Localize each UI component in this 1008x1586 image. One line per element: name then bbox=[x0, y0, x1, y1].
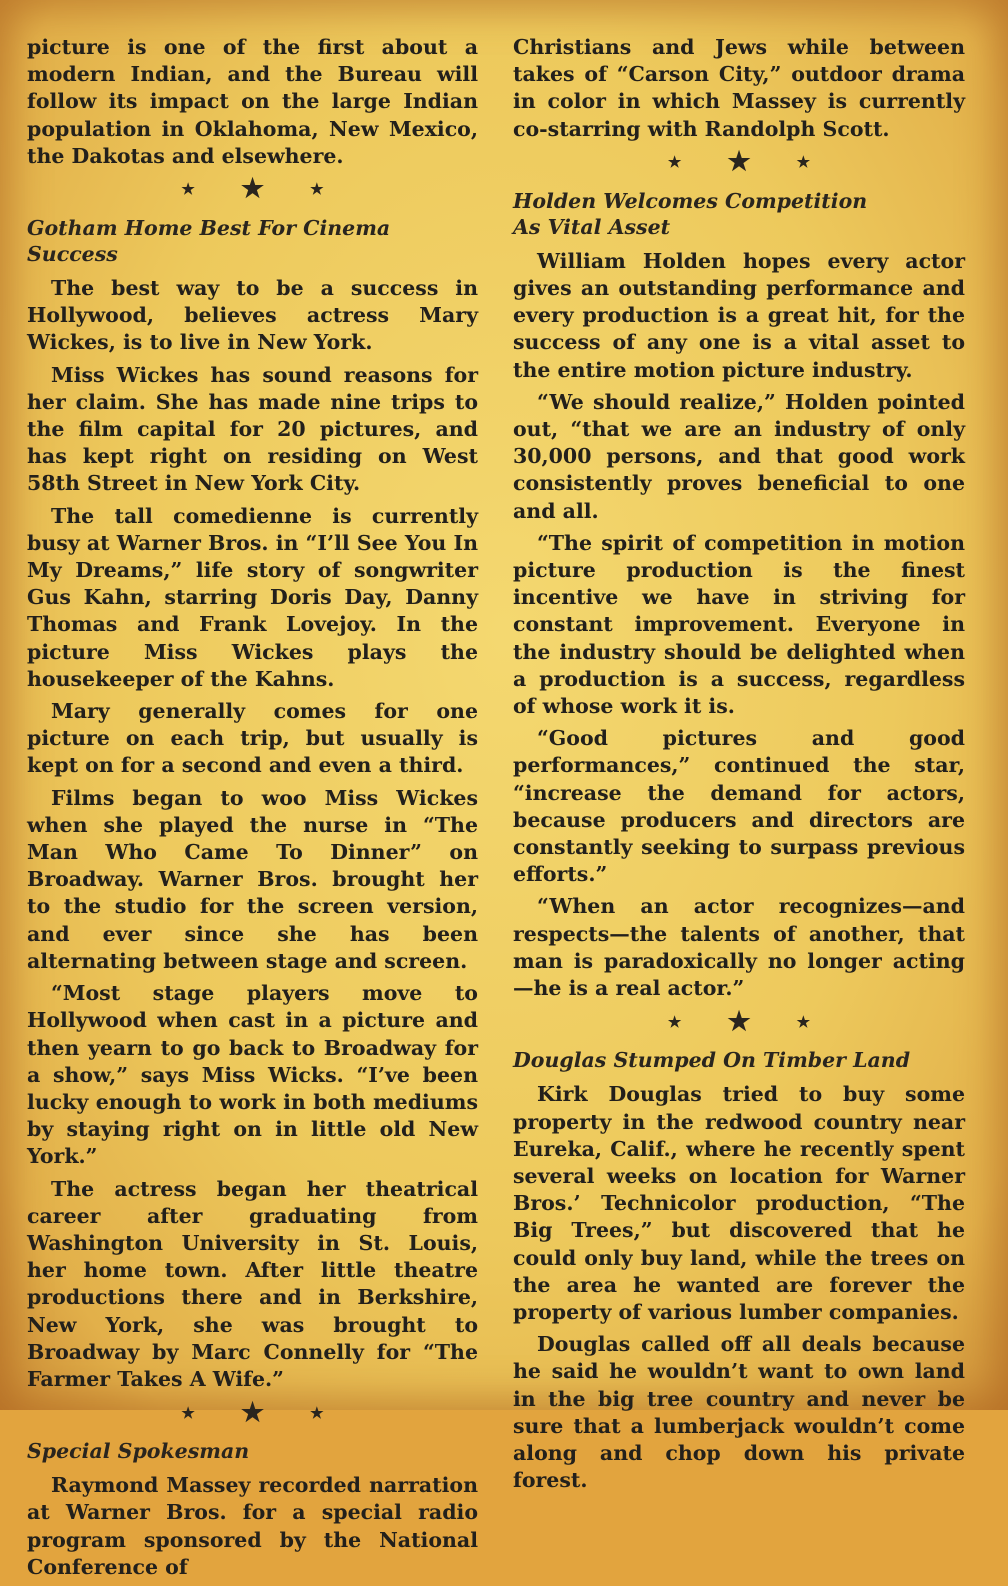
article-paragraph: Douglas called off all deals because he said he wouldn’t want to own land in the big tree country and never be sure that a lumberjack wouldn’t come along and chop down his private forest. bbox=[513, 1332, 965, 1493]
small-star-icon: ★ bbox=[796, 153, 811, 172]
article-paragraph: William Holden hopes every actor gives an outstanding performance and every production is a great hit, for the success of any one is a vital asset to the entire motion picture industry. bbox=[513, 248, 965, 382]
small-star-icon: ★ bbox=[667, 1012, 682, 1031]
article-paragraph: Films began to woo Miss Wickes when she played the nurse in “The Man Who Came To Dinner” on Broadway. Warner Bros. brought her to the studio for the screen version, and ever since she has been alternating between stage and screen. bbox=[27, 785, 478, 973]
small-star-icon: ★ bbox=[310, 1403, 324, 1422]
article-paragraph: Raymond Massey recorded narration at Warner Bros. for a special radio program sponsored by the National Conference of bbox=[27, 1473, 478, 1579]
article-paragraph: The tall comedienne is currently busy at Warner Bros. in “I’ll See You In My Dreams,” life story of songwriter Gus Kahn, starring Doris Day, Danny Thomas and Frank Lovejoy. In the picture Miss Wickes plays the housekeeper of the Kahns. bbox=[27, 503, 478, 691]
article-paragraph: “Most stage players move to Hollywood when cast in a picture and then yearn to go back to Broadway for a show,” says Miss Wicks. “I’ve been lucky enough to work in both mediums by staying right on in little old New York.” bbox=[27, 981, 478, 1169]
right-column bbox=[513, 34, 965, 1499]
article-paragraph: The actress began her theatrical career after graduating from Washington University in St. Louis, her home town. After little theatre productions there and in Berkshire, New York, she was brought to Broadway by Marc Connelly for “The Farmer Takes A Wife.” bbox=[27, 1176, 478, 1391]
article-paragraph: Miss Wickes has sound reasons for her claim. She has made nine trips to the film capital for 20 pictures, and has kept right on residing on West 58th Street in New York City. bbox=[27, 362, 478, 496]
article-headline: Special Spokesman bbox=[27, 1439, 250, 1464]
article-paragraph: “We should realize,” Holden pointed out, “that we are an industry of only 30,000 persons, and that good work consistently proves beneficial to one and all. bbox=[513, 389, 965, 523]
star-separator bbox=[27, 1398, 478, 1428]
article-paragraph: “Good pictures and good performances,” continued the star, “increase the demand for actors, because producers and directors are constantly seeking to surpass previous efforts.” bbox=[513, 726, 965, 887]
small-star-icon: ★ bbox=[796, 1012, 811, 1031]
article-paragraph: Mary generally comes for one picture on each trip, but usually is kept on for a second and even a third. bbox=[27, 699, 478, 778]
article-headline: Douglas Stumped On Timber Land bbox=[513, 1048, 911, 1073]
star-separator bbox=[513, 1007, 965, 1037]
large-star-icon: ★ bbox=[727, 1006, 751, 1037]
small-star-icon: ★ bbox=[310, 180, 324, 199]
small-star-icon: ★ bbox=[181, 1403, 195, 1422]
article-headline: Gotham Home Best For Cinema Success bbox=[27, 216, 391, 267]
small-star-icon: ★ bbox=[181, 180, 195, 199]
article-headline bbox=[513, 188, 965, 240]
article-paragraph: The best way to be a success in Hollywood, believes actress Mary Wickes, is to live in New York. bbox=[27, 276, 478, 355]
continued-paragraph: picture is one of the first about a modern Indian, and the Bureau will follow its impact on the large Indian population in Oklahoma, New Mexico, the Dakotas and elsewhere. bbox=[27, 35, 478, 168]
article-paragraph: Kirk Douglas tried to buy some property in the redwood country near Eureka, Calif., where he recently spent several weeks on location for Warner Bros.’ Technicolor production, “The Big Trees,” but discovered that he could only buy land, while the trees on the area he wanted are forever the property of various lumber companies. bbox=[513, 1082, 965, 1324]
star-separator bbox=[513, 148, 965, 178]
article-paragraph: “When an actor recognizes—and respects—the talents of another, that man is paradoxically no longer acting—he is a real actor.” bbox=[513, 894, 965, 1001]
article-paragraph: “The spirit of competition in motion picture production is the finest incentive we have in striving for constant improvement. Everyone in the industry should be delighted when a production is a success, regardless of whose work it is. bbox=[513, 530, 965, 719]
star-separator bbox=[27, 175, 478, 205]
large-star-icon: ★ bbox=[727, 147, 751, 178]
headline-line: As Vital Asset bbox=[513, 214, 671, 239]
continued-paragraph: Christians and Jews while between takes of “Carson City,” outdoor drama in color in which Massey is currently co-starring with Randolph Scott. bbox=[513, 35, 965, 141]
headline-line: Holden Welcomes Competition bbox=[513, 188, 868, 213]
large-star-icon: ★ bbox=[240, 1397, 265, 1428]
small-star-icon: ★ bbox=[667, 153, 682, 172]
large-star-icon: ★ bbox=[240, 174, 265, 205]
left-column bbox=[27, 34, 478, 1586]
